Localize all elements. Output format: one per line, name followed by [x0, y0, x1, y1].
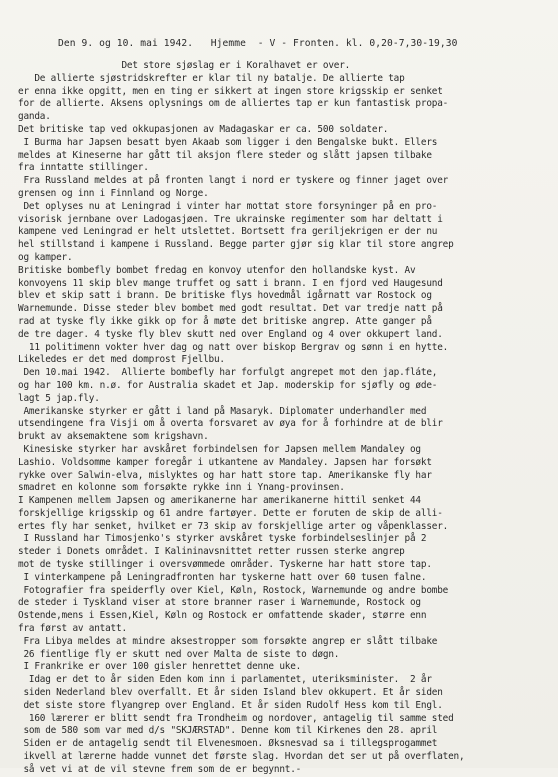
text-line: for de allierte. Aksens oplysnings om de alliertes tap er kun fantastisk propa- — [18, 98, 449, 110]
document-body — [18, 60, 548, 777]
text-line: rad at tyske fly ikke gikk op for å møte det britiske angrep. Atte ganger på — [18, 315, 432, 327]
text-line: de steder i Tyskland viser at store branner raser i Warnemunde, Rostock og — [18, 597, 421, 609]
text-line: I Russland har Timosjenko's styrker avskåret tyske forbindelseslinjer på 2 — [18, 533, 427, 545]
text-line: som de 580 som var med d/s "SKJÆRSTAD". Denne kom til Kirkenes den 28. april — [18, 725, 438, 737]
text-line: er enna ikke opgitt, men en ting er sikkert at ingen store krigsskip er senket — [18, 85, 443, 97]
text-line: Lashio. Voldsomme kamper foregår i utkantene av Mandaley. Japsen har forsøkt — [18, 456, 432, 468]
text-line: 26 fientlige fly er skutt ned over Malta de siste to døgn. — [18, 648, 340, 660]
text-line: brukt av aksemaktene som krigshavn. — [18, 431, 209, 443]
text-line: ertes fly har senket, hvilket er 73 skip av forskjellige arter og våpenklasser. — [18, 520, 449, 532]
text-line: I Frankrike er over 100 gisler henrettet denne uke. — [18, 661, 302, 673]
text-line: De allierte sjøstridskrefter er klar til ny batalje. De allierte tap — [18, 72, 405, 84]
text-line: kampene ved Leningrad er helt utslettet. Bortsett fra geriljekrigen er der nu — [18, 226, 438, 238]
text-line: Idag er det to år siden Eden kom inn i parlamentet, uteriksminister. 2 år — [18, 674, 432, 686]
text-line: Det store sjøslag er i Koralhavet er over. — [18, 60, 351, 71]
text-line: ikvell at lærerne hadde vunnet det første slag. Hvordan det ser ut på overflaten, — [18, 751, 465, 763]
text-line: Det oplyses nu at Leningrad i vinter har mottat store forsyninger på en pro- — [18, 200, 438, 212]
text-line: Fotografier fra speiderfly over Kiel, Køln, Rostock, Warnemunde og andre bombe — [18, 584, 449, 596]
text-line: utsendingene fra Visji om å overta forsvaret av øya for å forhindre at de blir — [18, 418, 443, 430]
text-line: I Kampenen mellem Japsen og amerikanerne har amerikanerne hittil senket 44 — [18, 495, 421, 507]
text-line: lagt 5 jap.fly. — [18, 392, 100, 404]
text-line: hel stillstand i kampene i Russland. Begge parter gjør sig klar til store angrep — [18, 239, 454, 251]
text-line: Kinesiske styrker har avskåret forbindelsen for Japsen mellem Mandaley og — [18, 443, 421, 455]
text-line: mot de tyske stillinger i oversvømmede områder. Tyskerne har hatt store tap. — [18, 559, 432, 571]
text-line: blev et skip satt i brann. De britiske flys hovedmål igårnatt var Rostock og — [18, 290, 432, 302]
text-line: rykke over Salwin-elva, mislyktes og har hatt store tap. Amerikanske fly har — [18, 469, 432, 481]
text-line: Fra Russland meldes at på fronten langt i nord er tyskere og finner jaget over — [18, 175, 449, 187]
text-line: så vet vi at de vil stevne frem som de er begynnt.- — [18, 763, 302, 775]
text-line: I Burma har Japsen besatt byen Akaab som ligger i den Bengalske bukt. Ellers — [18, 136, 438, 148]
text-line: grensen og inn i Finnland og Norge. — [18, 187, 209, 199]
text-line: og kamper. — [18, 251, 73, 263]
text-line: visorisk jernbane over Ladogasjøen. Tre ukrainske regimenter som har deltatt i — [18, 213, 443, 225]
text-line: Ostende,mens i Essen,Kiel, Køln og Rostock er omfattende skader, større enn — [18, 610, 427, 622]
text-line: Likeledes er det med domprost Fjellbu. — [18, 354, 225, 366]
text-line: Siden er de antagelig sendt til Elvenesmoen. Øksnesvad sa i tillegsprogammet — [18, 738, 438, 750]
text-line: 160 lærerer er blitt sendt fra Trondheim og nordover, antagelig til samme sted — [18, 712, 454, 724]
text-line: Fra Libya meldes at mindre aksestropper som forsøkte angrep er slått tilbake — [18, 635, 438, 647]
page-header: Den 9. og 10. mai 1942. Hjemme - V - Fronten. kl. 0,20-7,30-19,30 — [58, 38, 458, 49]
text-line: Amerikanske styrker er gått i land på Masaryk. Diplomater underhandler med — [18, 405, 427, 417]
text-line: siden Nederland blev overfallt. Et år siden Island blev okkupert. Et år siden — [18, 687, 443, 699]
text-line: smadret en kolonne som forsøkte rykke inn i Ynang-provinsen. — [18, 482, 345, 494]
text-line: Den 10.mai 1942. Allierte bombefly har forfulgt angrepet mot den jap.fláte, — [18, 367, 438, 379]
text-line: ganda. — [18, 111, 51, 123]
text-line: Det britiske tap ved okkupasjonen av Madagaskar er ca. 500 soldater. — [18, 123, 389, 135]
text-line: fra først av antatt. — [18, 623, 127, 635]
text-line: 11 politimenn vokter hver dag og natt over biskop Bergrav og sønn i en hytte. — [18, 341, 449, 353]
text-line: Warnemunde. Disse steder blev bombet med godt resultat. Det var tredje natt på — [18, 303, 443, 315]
text-line: Britiske bombefly bombet fredag en konvoy utenfor den hollandske kyst. Av — [18, 264, 416, 276]
text-line: forskjellige krigsskip og 61 andre fartøyer. Dette er foruten de skip de alli- — [18, 507, 443, 519]
text-line: konvoyens 11 skip blev mange truffet og satt i brann. I en fjord ved Haugesund — [18, 277, 443, 289]
text-line: det siste store flyangrep over England. Et år siden Rudolf Hess kom til Engl. — [18, 699, 443, 711]
text-line: de tre dager. 4 tyske fly blev skutt ned over England og 4 over okkupert land. — [18, 328, 443, 340]
text-line: fra inntatte stillinger. — [18, 162, 149, 174]
text-line: og har 100 km. n.ø. for Australia skadet et Jap. moderskip for sjøfly og øde- — [18, 379, 438, 391]
text-line: steder i Donets området. I Kalininavsnittet retter russen sterke angrep — [18, 546, 405, 558]
text-line: I vinterkampene på Leningradfronten har tyskerne hatt over 60 tusen falne. — [18, 571, 427, 583]
text-line: meldes at Kineserne har gått til aksjon flere steder og slått japsen tilbake — [18, 149, 432, 161]
